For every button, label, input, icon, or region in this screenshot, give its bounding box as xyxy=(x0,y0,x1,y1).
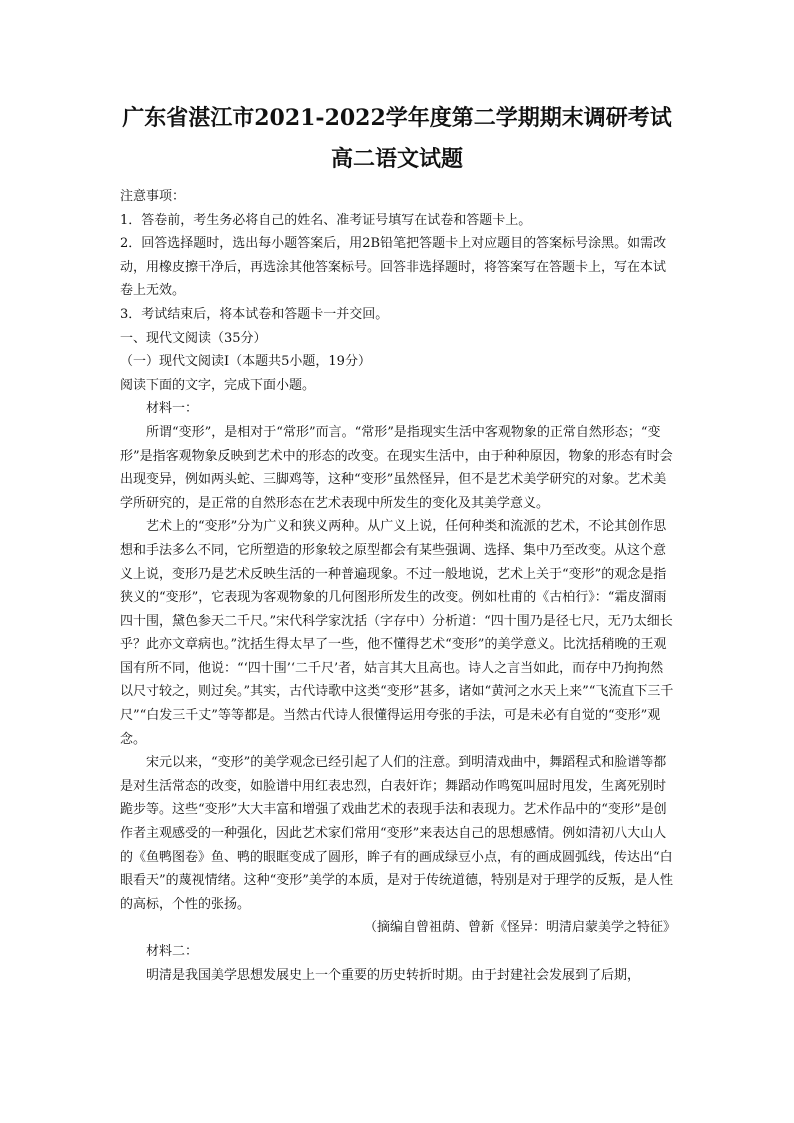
notice-item-2: 2．回答选择题时，选出每小题答案后，用2B铅笔把答题卡上对应题目的答案标号涂黑。如需改动，用橡皮擦干净后，再选涂其他答案标号。回答非选择题时，将答案写在答题卡上，写在本试卷上无效。 xyxy=(120,236,667,299)
exam-subtitle: 高二语文试题 xyxy=(330,146,463,172)
material-1-paragraph-2: 艺术上的“变形”分为广义和狭义两种。从广义上说，任何种类和流派的艺术，不论其创作思想和手法多么不同，它所塑造的形象较之原型都会有某些强调、选择、集中乃至改变。从这个意义上说，变形乃是艺术反映生活的一种普遍现象。不过一般地说，艺术上关于“变形”的观念是指狭义的“变形”，它表现为客观物象的几何图形所发生的改变。例如杜甫的《古柏行》：“霜皮溜雨四十围，黛色参天二千尺。”宋代科学家沈括（字存中）分析道：“四十围乃是径七尺，无乃太细长乎？此亦文章病也。”沈括生得太早了一些，他不懂得艺术“变形”的美学意义。比沈括稍晚的王观国有所不同，他说：“‘四十围’‘二千尺’者，姑言其大且高也。诗人之言当如此，而存中乃拘拘然以尺寸较之，则过矣。”其实，古代诗歌中这类“变形”甚多，诸如“黄河之水天上来”“飞流直下三千尺”“白发三千丈”等等都是。当然古代诗人很懂得运用夸张的手法，可是未必有自觉的“变形”观念。 xyxy=(120,519,674,747)
material-2-paragraph-1: 明清是我国美学思想发展史上一个重要的历史转折时期。由于封建社会发展到了后期， xyxy=(146,967,641,983)
reading-instruction: 阅读下面的文字，完成下面小题。 xyxy=(120,377,316,393)
exam-body xyxy=(120,185,676,987)
material-2-label: 材料二： xyxy=(146,944,199,959)
notice-item-1: 1．答卷前，考生务必将自己的姓名、准考证号填写在试卷和答题卡上。 xyxy=(120,212,532,228)
material-1-paragraph-1: 所谓“变形”，是相对于“常形”而言。“常形”是指现实生活中客观物象的正常自然形态；“变形”是指客观物象反映到艺术中的形态的改变。在现实生活中，由于种种原因，物象的形态有时会出现变异，例如两头蛇、三脚鸡等，这种“变形”虽然怪异，但不是艺术美学研究的对象。艺术美学所研究的，是正常的自然形态在艺术表现中所发生的变化及其美学意义。 xyxy=(120,424,673,511)
subsection-heading: （一）现代文阅读Ⅰ（本题共5小题，19分） xyxy=(120,354,371,370)
material-1-label: 材料一： xyxy=(146,401,199,417)
exam-title: 广东省湛江市2021-2022学年度第二学期期末调研考试 xyxy=(122,105,672,131)
section-heading: 一、现代文阅读（35分） xyxy=(120,330,267,346)
notice-heading: 注意事项： xyxy=(120,189,186,204)
material-1-paragraph-3: 宋元以来，“变形”的美学观念已经引起了人们的注意。到明清戏曲中，舞蹈程式和脸谱等都是对生活常态的改变，如脸谱中用红表忠烈，白表奸诈；舞蹈动作鸣冤叫屈时甩发，生离死别时跪步等。这些“变形”大大丰富和增强了戏曲艺术的表现手法和表现力。艺术作品中的“变形”是创作者主观感受的一种强化，因此艺术家们常用“变形”来表达自己的思想感情。例如清初八大山人的《鱼鸭图卷》鱼、鸭的眼眶变成了圆形，眸子有的画成绿豆小点，有的画成圆弧线，传达出“白眼看天”的蔑视情绪。这种“变形”美学的本质，是对于传统道德，特别是对于理学的反叛，是人性的高标，个性的张扬。 xyxy=(120,755,673,912)
notice-item-3: 3．考试结束后，将本试卷和答题卡一并交回。 xyxy=(120,306,389,322)
material-1-source: （摘编自曾祖荫、曾新《怪异：明清启蒙美学之特征》 xyxy=(363,920,676,936)
